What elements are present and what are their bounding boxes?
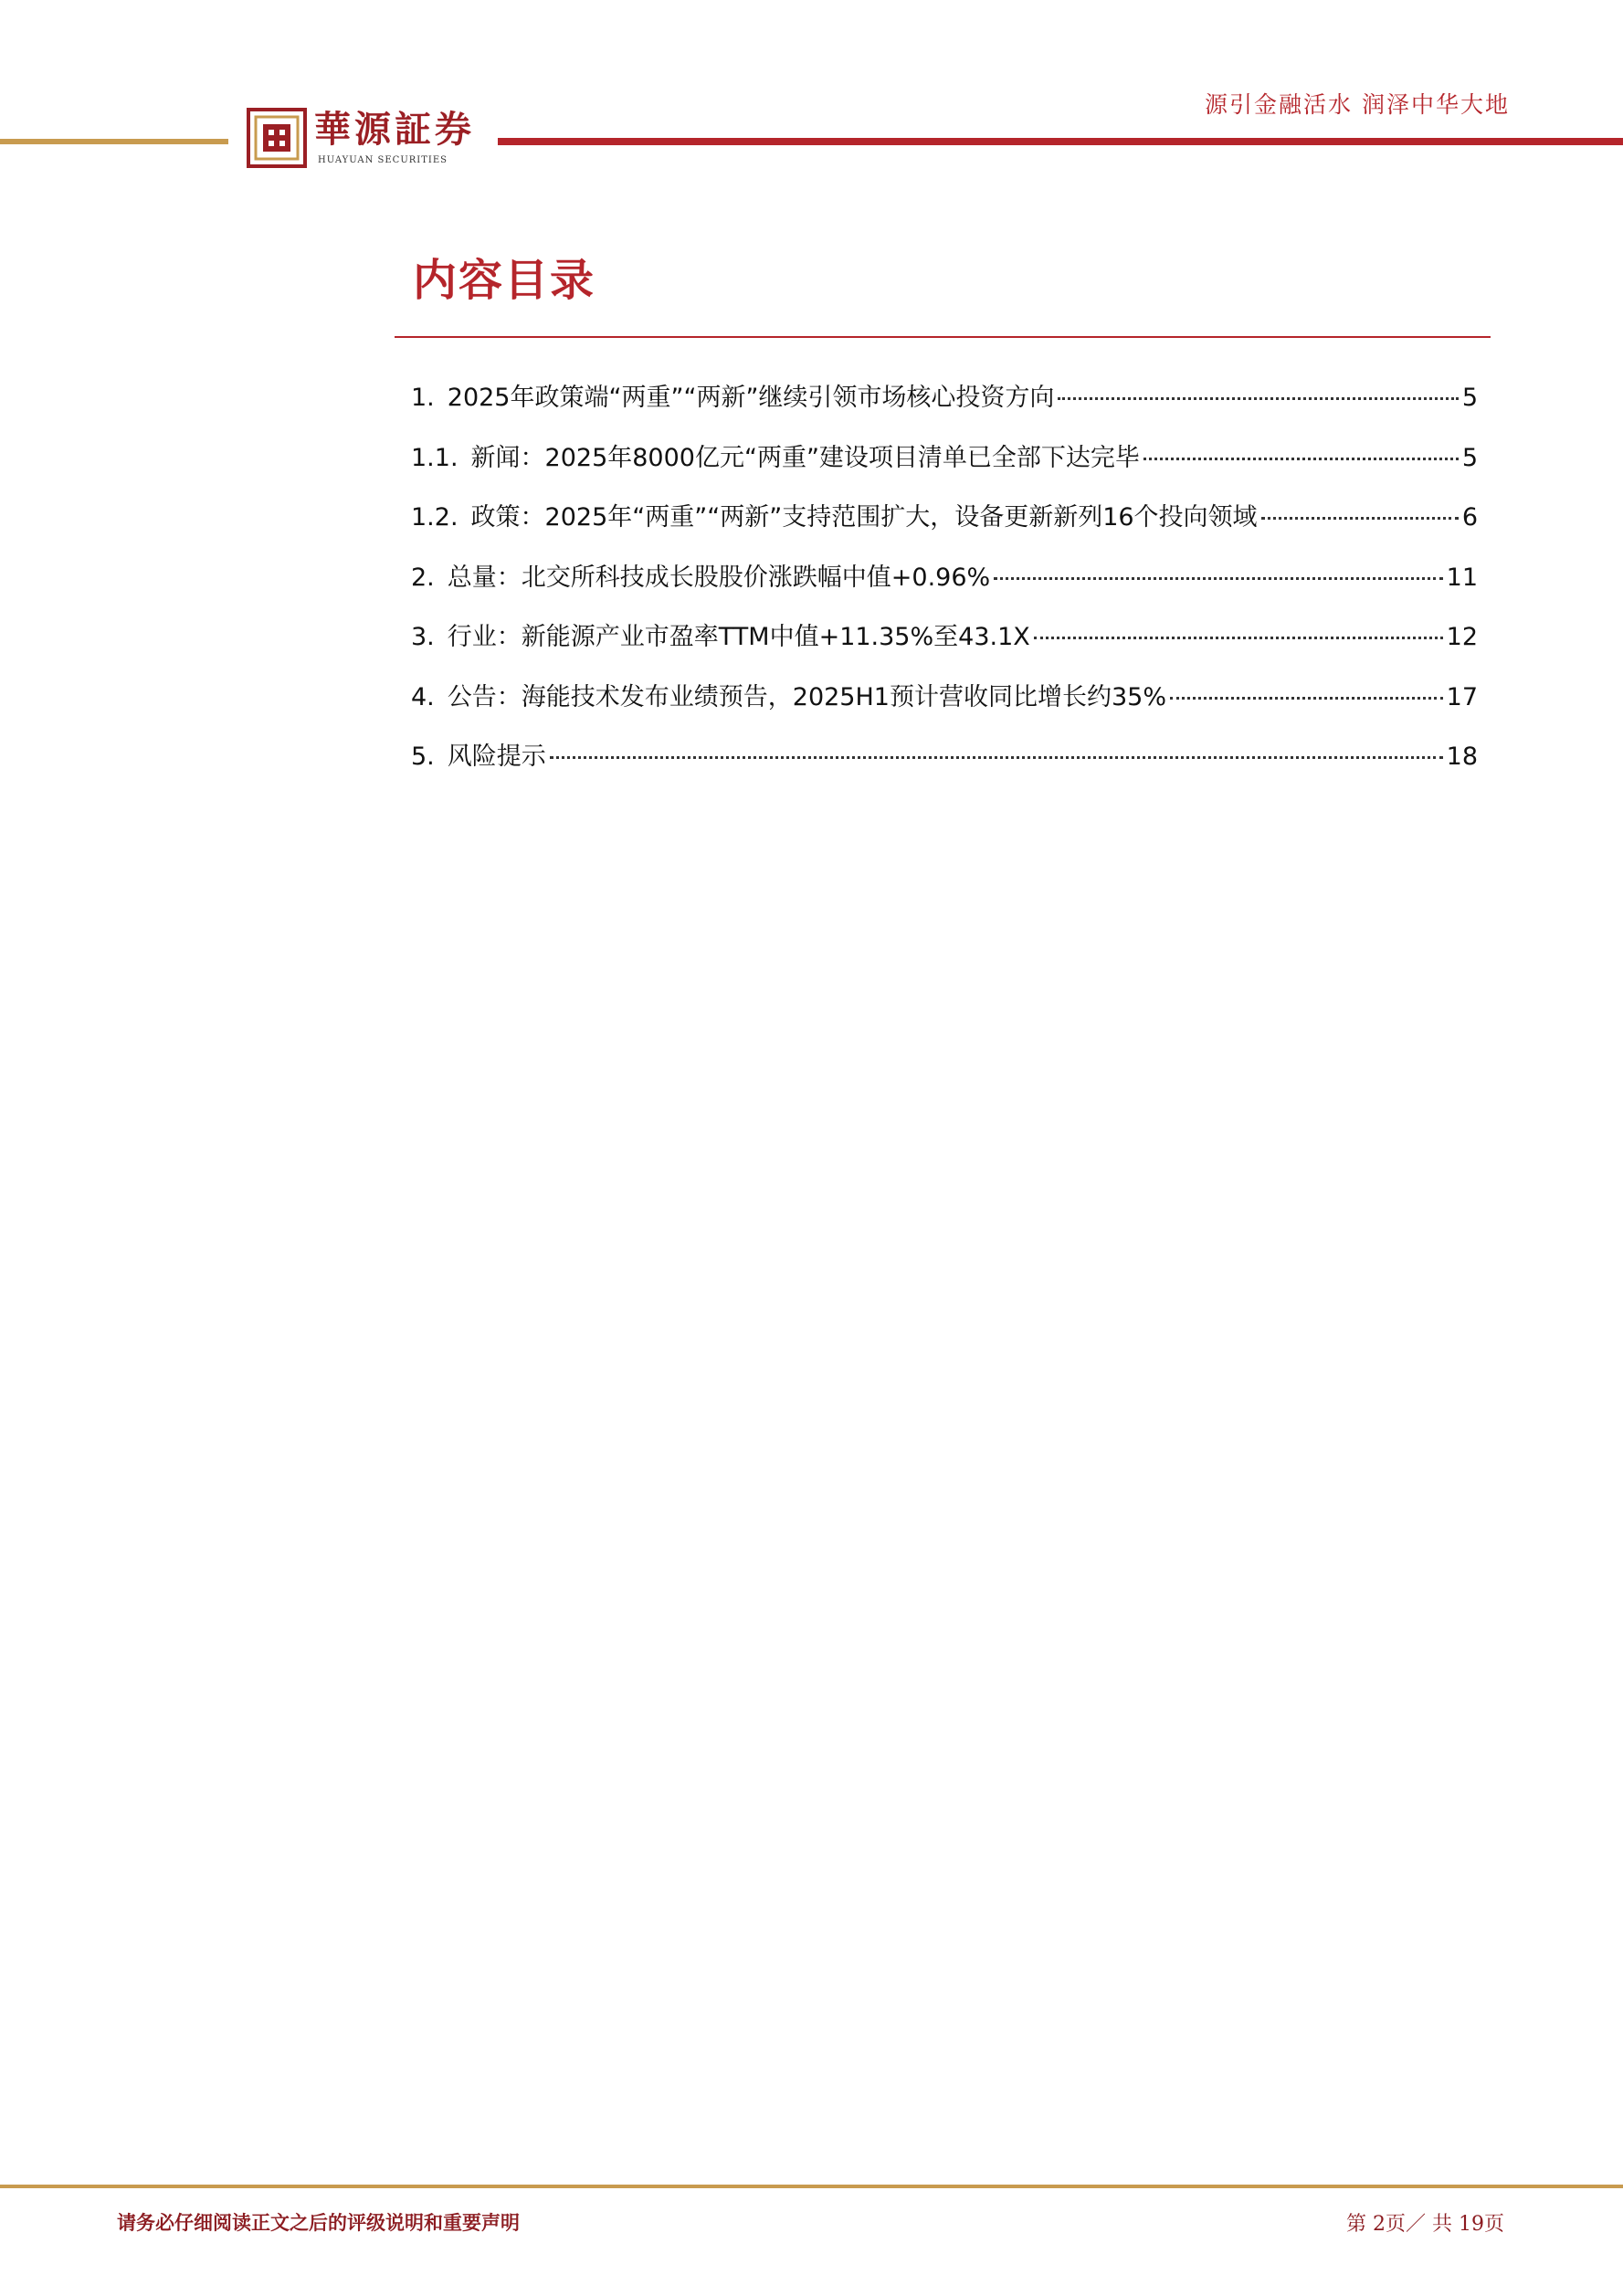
toc-entry-page: 12 (1446, 623, 1478, 651)
toc-entry-number: 1.2. (411, 503, 458, 532)
toc-entry-text: 政策：2025年“两重”“两新”支持范围扩大，设备更新新列16个投向领域 (470, 503, 1258, 532)
header-red-rule (498, 138, 1623, 145)
company-logo (247, 108, 484, 174)
footer-disclaimer: 请务必仔细阅读正文之后的评级说明和重要声明 (117, 2211, 520, 2234)
toc-divider (395, 336, 1491, 338)
toc-entry-text: 风险提示 (447, 743, 546, 771)
toc-entry-number: 3. (411, 623, 435, 651)
toc-entry-page: 17 (1446, 682, 1478, 711)
toc-entry[interactable] (411, 674, 1478, 734)
toc-entry-page: 18 (1446, 743, 1478, 771)
toc-entry-page: 5 (1461, 443, 1478, 472)
toc-entry[interactable] (411, 733, 1478, 794)
toc-entry-page: 6 (1461, 503, 1478, 532)
toc-entry[interactable] (411, 374, 1478, 435)
toc-entry-page: 11 (1446, 563, 1478, 592)
footer-rule (0, 2185, 1623, 2188)
toc-entry-number: 5. (411, 743, 435, 771)
toc-entry[interactable] (411, 554, 1478, 615)
toc-entry-text: 新闻：2025年8000亿元“两重”建设项目清单已全部下达完毕 (470, 443, 1140, 472)
toc-entry-text: 总量：北交所科技成长股股价涨跌幅中值+0.96% (447, 563, 991, 592)
toc-leader-dots (1143, 458, 1459, 460)
toc-entry-text: 公告：海能技术发布业绩预告，2025H1预计营收同比增长约35% (447, 682, 1166, 711)
toc-entry-number: 4. (411, 682, 435, 711)
toc-leader-dots (994, 577, 1442, 580)
footer-page-number: 第 2页／ 共 19页 (1346, 2213, 1504, 2236)
header-gold-rule (0, 139, 228, 144)
logo-seal-icon (247, 108, 307, 168)
toc-leader-dots (1058, 397, 1458, 400)
logo-name-cn: 華源証券 (314, 108, 475, 151)
toc-leader-dots (550, 756, 1443, 759)
toc-entry-text: 2025年政策端“两重”“两新”继续引领市场核心投资方向 (447, 384, 1055, 412)
toc-entry-number: 1.1. (411, 443, 458, 472)
header-tagline: 源引金融活水 润泽中华大地 (1205, 91, 1510, 118)
toc-entry-page: 5 (1461, 384, 1478, 412)
toc-entry-number: 2. (411, 563, 435, 592)
toc-leader-dots (1170, 697, 1443, 700)
toc-entry[interactable] (411, 435, 1478, 495)
toc-entry[interactable] (411, 614, 1478, 674)
toc-entry-text: 行业：新能源产业市盈率TTM中值+11.35%至43.1X (447, 623, 1030, 651)
toc-entry-number: 1. (411, 384, 435, 412)
toc-leader-dots (1261, 517, 1459, 520)
toc-title: 内容目录 (413, 255, 596, 306)
toc-list (411, 374, 1478, 794)
logo-name-en: HUAYUAN SECURITIES (318, 155, 448, 165)
toc-leader-dots (1034, 637, 1443, 639)
toc-entry[interactable] (411, 494, 1478, 554)
